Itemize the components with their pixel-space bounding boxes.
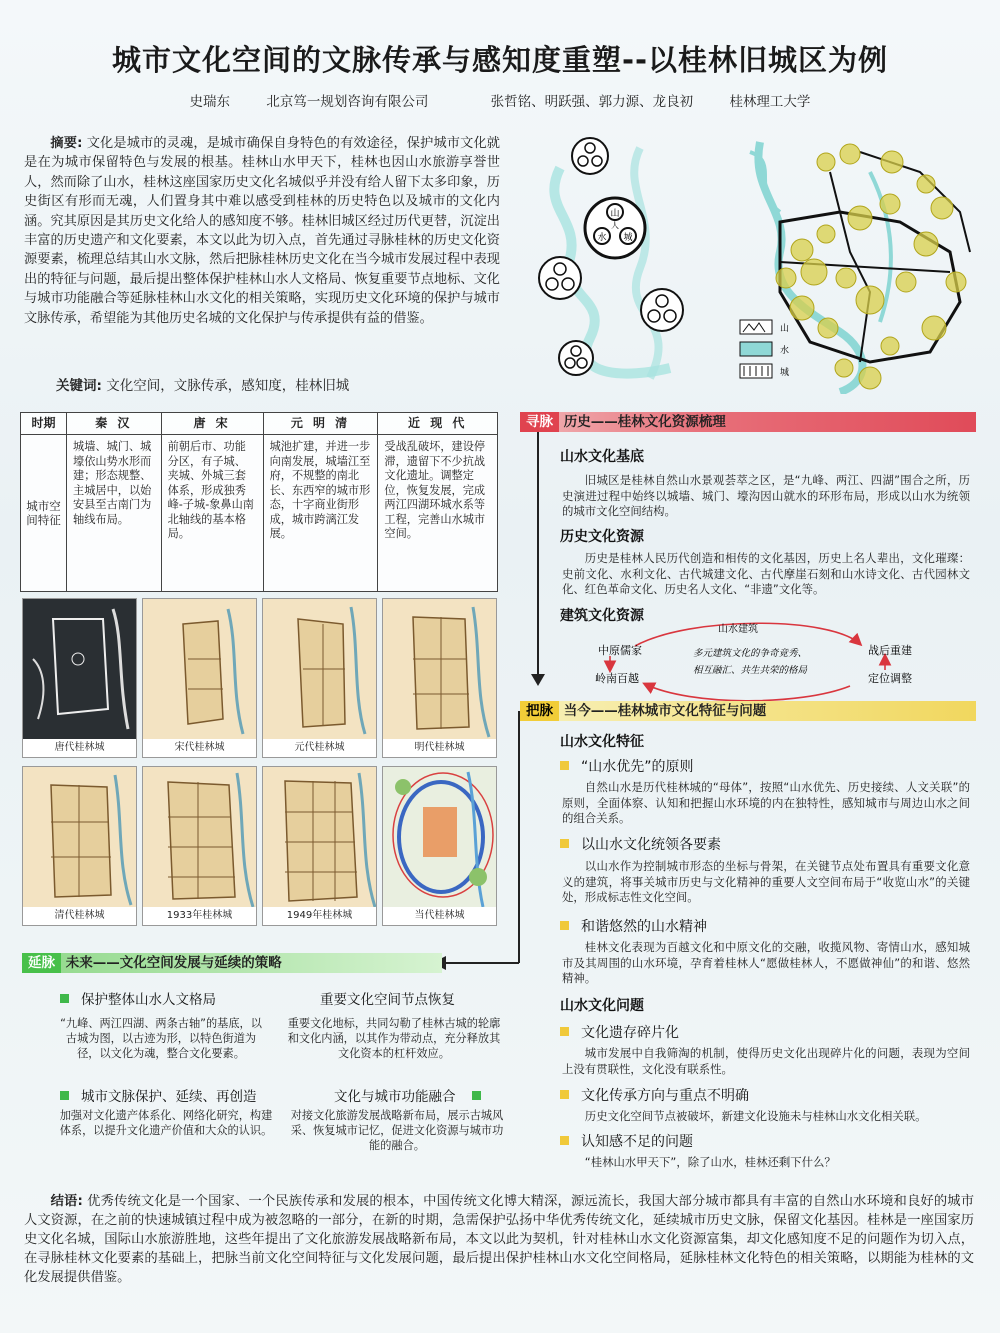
map-caption: 当代桂林城 (383, 907, 496, 925)
period-table (20, 412, 498, 592)
map-1933 (142, 766, 257, 926)
ring-left2: 岭南百越 (595, 672, 639, 685)
bullet-square-icon (560, 839, 569, 848)
feature-1-label: “山水优先”的原则 (581, 759, 694, 775)
bullet-square-icon (60, 994, 69, 1003)
map-caption: 元代桂林城 (263, 739, 376, 757)
table-header: 元 明 清 (263, 413, 378, 435)
keywords-label: 关键词: (56, 378, 102, 394)
feature-1 (560, 756, 694, 776)
section-title-diagnose: 当今——桂林城市文化特征与问题 (563, 703, 767, 719)
para-strategy-2: 重要文化地标，共同勾勒了桂林古城的轮廓和文化内涵，以其作为带动点，充分释放其文化资本的杠杆效应。 (287, 1017, 501, 1060)
map-caption: 宋代桂林城 (143, 739, 256, 757)
bullet-square-icon (560, 761, 569, 770)
table-header: 秦 汉 (67, 413, 162, 435)
bullet-square-icon (560, 1090, 569, 1099)
strategy-1 (60, 988, 216, 1008)
para-strategy-1: “九峰、两江四湖、两条古轴”的基底，以古城为图，以古迹为形，以特色街道为径，以文化为魂，整合文化要素。 (60, 1017, 262, 1060)
ring-center1: 多元建筑文化的争奇竞秀、 (692, 648, 808, 659)
map-1949 (262, 766, 377, 926)
problem-1-label: 文化遗存碎片化 (581, 1025, 679, 1041)
problem-1 (560, 1022, 679, 1042)
abstract-text: 文化是城市的灵魂，是城市确保自身特色的有效途径，保护城市文化就是在为城市保留特色与发展的根基。桂林山水甲天下，桂林也因山水旅游享誉世人，然而除了山水，桂林这座国家历史文化名城似乎并没有给人留下太多印象，历史街区有形而无魂，人们置身其中难以感受到桂林的历史特色以及城市的文化内涵。究其原因是其历史文化给人的感知度不够。桂林旧城区经过历代更替，沉淀出丰富的历史遗产和文化要素，本文以此为切入点，首先通过寻脉桂林的历史文化资源要素，梳理总结其山水文脉，然后把脉桂林历史文化在当今城市发展过程中表现出的特征与问题，最后提出整体保护桂林山水人文格局、恢复重要节点地标、文化与城市功能融合等延脉桂林山水文化的相关策略，实现历史文化环境的保护与城市文脉传承，希望能为其他历史名城的文化保护与传承提供有益的借鉴。 (24, 136, 500, 326)
map-caption: 1933年桂林城 (143, 907, 256, 925)
conclusion-text: 优秀传统文化是一个国家、一个民族传承和发展的根本，中国传统文化博大精深，源远流长，我国大部分城市都具有丰富的自然山水环境和良好的城市人文资源，在之前的快速城镇过程中成为被忽略的一部分，在新的时期，急需保护弘扬中华优秀传统文化，延续城市历史文脉，保留文化基因。桂林是一座国家历史文化名城，国际山水旅游胜地，这些年提出了文化旅游发展战略新布局，本文以此为契机，针对桂林山水文化资源富集，却文化感知度不足的问题作为切入点，在寻脉桂林文化要素的基础上，把脉当前文化空间特征与文化发展问题，最后提出保护桂林山水文化空间格局，延脉桂林文化特色的相关策略，以期能为桂林的文化发展提供借鉴。 (24, 1194, 974, 1285)
map-qing (22, 766, 137, 926)
keywords-text: 文化空间，文脉传承，感知度，桂林旧城 (106, 378, 350, 394)
map-caption: 1949年桂林城 (263, 907, 376, 925)
problem-3-label: 认知感不足的问题 (581, 1134, 693, 1150)
org-1: 北京笃一规划咨询有限公司 (266, 94, 429, 110)
diag-city: 城 (623, 233, 633, 243)
legend-city: 城 (780, 368, 790, 378)
heading-problems: 山水文化问题 (560, 998, 644, 1014)
heading-history-resources: 历史文化资源 (560, 529, 644, 545)
map-caption: 清代桂林城 (23, 907, 136, 925)
problem-2 (560, 1085, 749, 1105)
table-row-head: 城市空间特征 (21, 435, 67, 592)
para-feature-3: 桂林文化表现为百越文化和中原文化的交融，收揽风物、寄情山水，感知城市及其周围的山水环境，孕育着桂林人“愿做桂林人，不愿做神仙”的和谐、悠然精神。 (562, 940, 970, 986)
strategy-1-label: 保护整体山水人文格局 (81, 992, 216, 1008)
para-feature-2: 以山水作为控制城市形态的坐标与骨架，在关键节点处布置具有重要文化意义的建筑，将事关城市历史与文化精神的重要人文空间布局于“收览山水”的关键处，形成标志性文化空间。 (562, 859, 970, 905)
feature-2 (560, 834, 721, 854)
arch-culture-ring (560, 618, 960, 708)
para-landscape-base: 旧城区是桂林自然山水景观荟萃之区，是“九峰、两江、四湖”围合之所，历史演进过程中始终以城墙、城门、壕沟因山就水的环形布局，形成以山水为统领的城市文化空间结构。 (562, 473, 970, 519)
para-strategy-4: 对接文化旅游发展战略新布局，展示古城风采、恢复城市记忆，促进文化资源与城市功能的融合。 (290, 1109, 504, 1152)
ring-left1: 中原儒家 (598, 644, 642, 657)
section-tag-extend: 延脉 (22, 953, 61, 973)
diag-mountain: 山 (610, 209, 620, 219)
feature-3-label: 和谐悠然的山水精神 (581, 919, 707, 935)
flow-line-1 (537, 432, 539, 678)
diag-water: 水 (597, 233, 607, 243)
historic-maps-grid (22, 598, 498, 934)
ring-top: 山水建筑 (718, 624, 758, 635)
bullet-square-icon (560, 1027, 569, 1036)
map-caption: 明代桂林城 (383, 739, 496, 757)
table-header: 时期 (21, 413, 67, 435)
heading-arch-resources: 建筑文化资源 (560, 608, 644, 624)
map-caption: 唐代桂林城 (23, 739, 136, 757)
strategy-4-label: 文化与城市功能融合 (334, 1089, 456, 1105)
strategy-2-label: 重要文化空间节点恢复 (320, 992, 455, 1008)
keywords (56, 374, 349, 394)
legend-mountain: 山 (780, 324, 790, 334)
section-title-extend: 未来——文化空间发展与延续的策略 (65, 955, 282, 971)
strategy-2 (320, 988, 455, 1008)
abstract-label: 摘要: (50, 136, 83, 151)
bullet-square-icon (560, 1136, 569, 1145)
legend-water: 水 (780, 346, 790, 356)
bullet-square-icon (560, 921, 569, 930)
map-song (142, 598, 257, 758)
ring-center2: 相互融汇、共生共荣的格局 (692, 665, 808, 676)
map-tang (22, 598, 137, 758)
map-modern (382, 766, 497, 926)
authors-line (0, 90, 1000, 110)
section-bar-seek (520, 412, 976, 432)
ring-right1: 战后重建 (868, 644, 912, 657)
map-yuan (262, 598, 377, 758)
section-bar-extend (22, 953, 442, 973)
map-ming (382, 598, 497, 758)
poster-title: 城市文化空间的文脉传承与感知度重塑--以桂林旧城区为例 (111, 43, 889, 77)
section-bar-diagnose (520, 701, 976, 721)
strategy-3 (60, 1085, 257, 1105)
abstract (24, 134, 500, 328)
conclusion (24, 1192, 974, 1287)
flow-arrow-down-icon (531, 674, 545, 686)
feature-2-label: 以山水文化统领各要素 (581, 837, 721, 853)
conclusion-label: 结语: (50, 1194, 83, 1209)
section-tag-diagnose: 把脉 (520, 701, 559, 721)
para-problem-1: 城市发展中自我筛淘的机制，使得历史文化出现碎片化的问题，表现为空间上没有贯联性，文化没有联系性。 (562, 1046, 970, 1076)
para-strategy-3: 加强对文化遗产体系化、网络化研究，构建体系，以提升文化遗产价值和大众的认识。 (59, 1109, 273, 1137)
table-header: 唐 宋 (161, 413, 263, 435)
para-problem-3: “桂林山水甲天下”，除了山水，桂林还剩下什么？ (584, 1155, 836, 1169)
flow-line-3 (446, 962, 519, 964)
table-cell: 受战乱破坏，建设停滞，遗留下不少抗战文化遗址。调整定位，恢复发展，完成两江四湖环城水系等工程，完善山水城市空间。 (378, 435, 498, 592)
strategy-4 (334, 1085, 481, 1105)
diag-people: 人 (611, 221, 619, 230)
table-header: 近 现 代 (378, 413, 498, 435)
ring-right2: 定位调整 (868, 672, 912, 685)
bullet-square-icon (60, 1091, 69, 1100)
para-history-resources: 历史是桂林人民历代创造和相传的文化基因，历史上名人辈出，文化璀璨：史前文化、水利文化、古代城建文化、古代摩崖石刻和山水诗文化、古代园林文化、红色革命文化、历史名人文化、“非遗”文化等。 (562, 551, 970, 597)
feature-3 (560, 916, 707, 936)
landscape-triangle-diagram (520, 128, 720, 398)
table-cell: 城墙、城门、城壕依山势水形而建；形态规整、主城居中，以始安县至古南门为轴线布局。 (67, 435, 162, 592)
section-tag-seek: 寻脉 (520, 412, 559, 432)
para-problem-2: 历史文化空间节点被破坏，新建文化设施未与桂林山水文化相关联。 (584, 1109, 927, 1123)
problem-3 (560, 1131, 693, 1151)
city-structure-map (720, 132, 990, 394)
org-2: 桂林理工大学 (729, 94, 811, 110)
strategy-3-label: 城市文脉保护、延续、再创造 (81, 1089, 257, 1105)
table-cell: 前朝后市、功能分区，有子城、夹城、外城三套体系，形成独秀峰-子城-象鼻山南北轴线的基本格局。 (161, 435, 263, 592)
author-1: 史瑞东 (189, 94, 231, 110)
heading-features: 山水文化特征 (560, 734, 644, 750)
heading-landscape-base: 山水文化基底 (560, 449, 644, 465)
bullet-square-icon (472, 1091, 481, 1100)
para-feature-1: 自然山水是历代桂林城的“母体”，按照“山水优先、历史接续、人文关联”的原则，全面体察、认知和把握山水环境的内在独特性，感知城市与周边山水之间的组合关系。 (562, 780, 970, 826)
flow-line-2 (518, 711, 520, 963)
problem-2-label: 文化传承方向与重点不明确 (581, 1088, 749, 1104)
table-cell: 城池扩建，并进一步向南发展，城墙江至府，不规整的南北长、东西窄的城市形态，十字商业街形成，城市跨漓江发展。 (263, 435, 378, 592)
author-2: 张哲铭、明跃强、郭力源、龙良初 (490, 94, 694, 110)
section-title-seek: 历史——桂林文化资源梳理 (563, 414, 726, 430)
